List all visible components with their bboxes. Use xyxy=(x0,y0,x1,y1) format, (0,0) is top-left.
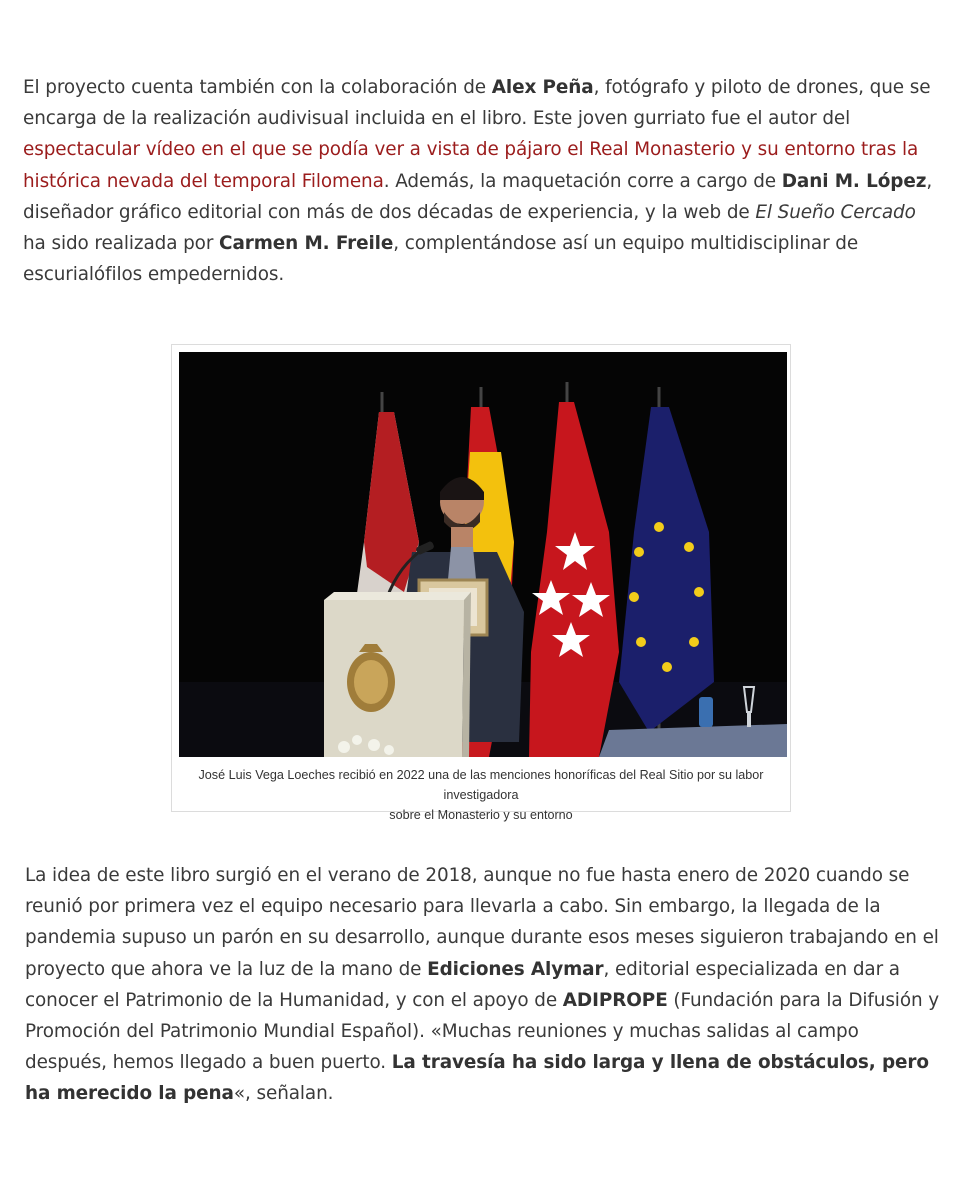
text-run: , diseñador gráfico editorial con más de dos décadas de experiencia, y la web de xyxy=(23,170,933,223)
photo-figure xyxy=(171,344,791,822)
website-name: El Sueño Cercado xyxy=(755,201,916,223)
name-dani-lopez: Dani M. López xyxy=(781,170,927,192)
text-run: , editorial especializada en dar a conocer el Patrimonio de la Humanidad, y con el apoyo de xyxy=(25,958,900,1011)
caption-line: sobre el Monasterio y su entorno xyxy=(389,808,573,822)
paragraph-book-origin xyxy=(25,860,940,1110)
text-run: (Fundación para la Difusión y Promoción del Patrimonio Mundial Español). «Muchas reuniones y muchas salidas al campo después, hemos llegado a buen puerto. xyxy=(25,989,940,1074)
text-run: ha sido realizada por xyxy=(23,233,220,255)
text-run: La idea de este libro surgió en el verano de 2018, aunque no fue hasta enero de 2020 cuando se reunió por primera vez el equipo necesario para llevarla a cabo. Sin embargo, la llegada de la pandemia supuso un parón en su desarrollo, aunque durante esos meses siguieron trabajando en el proyecto que ahora ve la luz de la mano de xyxy=(25,865,939,980)
quote-highlight: La travesía ha sido larga y llena de obstáculos, pero ha merecido la pena xyxy=(25,1052,929,1105)
publisher-name: Ediciones Alymar xyxy=(427,958,604,980)
name-alex-pena: Alex Peña xyxy=(491,77,594,98)
foundation-name: ADIPROPE xyxy=(562,989,668,1011)
text-run: , complentándose así un equipo multidisciplinar de escurialófilos empedernidos. xyxy=(23,233,859,286)
paragraph-collaboration xyxy=(23,72,938,290)
video-link[interactable]: espectacular vídeo en el que se podía ver a vista de pájaro el Real Monasterio y su entorno tras la histórica nevada del temporal Filomena xyxy=(23,139,919,192)
text-run: «, señalan. xyxy=(233,1083,334,1105)
caption-line: José Luis Vega Loeches recibió en 2022 una de las menciones honoríficas del Real Sitio por su labor investigadora xyxy=(198,768,764,802)
photo-caption xyxy=(172,765,790,825)
name-carmen-freile: Carmen M. Freile xyxy=(219,233,394,255)
text-run: . Además, la maquetación corre a cargo de xyxy=(383,170,782,192)
text-run: El proyecto cuenta también con la colaboración de xyxy=(23,77,492,98)
text-run: , fotógrafo y piloto de drones, que se encarga de la realización audivisual incluida en el libro. Este joven gurriato fue el autor del xyxy=(23,77,931,130)
award-ceremony-photo xyxy=(179,352,787,757)
